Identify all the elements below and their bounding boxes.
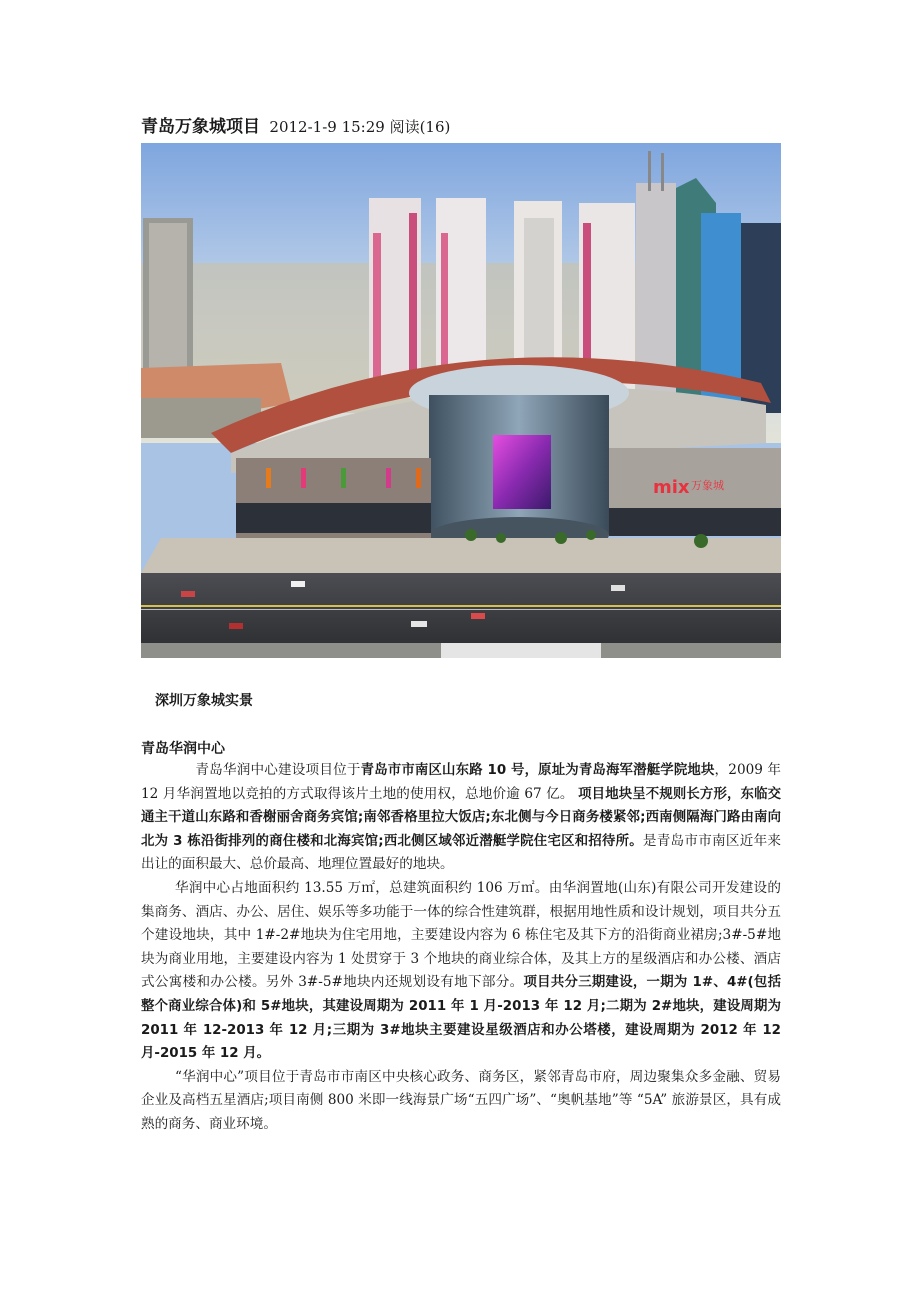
mall-aerial-image bbox=[141, 143, 781, 658]
p2-run-2: 项目共分三期建设，一期为 1#、4#(包括整个商业综合体)和 5#地块，其建设周期为 2011 年 1 月-2013 年 12 月;二期为 2#地块，建设周期为 2011 年 12-2013 年 12 月;三期为 3#地块主要建设星级酒店和办公塔楼，建设周期为 2012 年 12 月-2015 年 12 月。 bbox=[141, 975, 781, 1062]
article-header bbox=[141, 112, 450, 137]
p3-run-1: “华润中心”项目位于青岛市市南区中央核心政务、商务区，紧邻青岛市府，周边聚集众多金融、贸易企业及高档五星酒店;项目南侧 800 米即一线海景广场“五四广场”、“奥帆基地”等 “5A” 旅游景区，具有成熟的商务、商业环境。 bbox=[141, 1068, 781, 1132]
paragraph-2 bbox=[141, 877, 781, 1066]
p1-run-1: 青岛华润中心建设项目位于 bbox=[195, 762, 361, 778]
section-heading: 青岛华润中心 bbox=[141, 741, 225, 757]
svg-text:mix: mix bbox=[653, 477, 690, 498]
paragraph-1 bbox=[141, 759, 781, 877]
p1-run-4: 项目地块呈不规则长方形，东临交通主干道山东路和香榭丽舍商务宾馆;南邻香格里拉大饭店;东北侧与今日商务楼紧邻;西南侧隔海门路由南向北为 3 栋沿街排列的商住楼和北海宾馆;西北侧区域邻近潜艇学院住宅区和招待所。 bbox=[141, 786, 781, 849]
p1-run-2: 青岛市市南区山东路 10 号，原址为青岛海军潜艇学院地块 bbox=[360, 763, 715, 778]
paragraph-3 bbox=[141, 1066, 781, 1137]
article-title: 青岛万象城项目 bbox=[141, 117, 260, 137]
article-meta: 2012-1-9 15:29 阅读(16) bbox=[269, 118, 451, 136]
article-body bbox=[141, 759, 781, 1137]
p1-run-5: 是青岛市市南区近年来出让的面积最大、总价最高、地理位置最好的地块。 bbox=[141, 832, 781, 873]
p2-run-1: 华润中心占地面积约 13.55 万㎡，总建筑面积约 106 万㎡。由华润置地(山东)有限公司开发建设的集商务、酒店、办公、居住、娱乐等多功能于一体的综合性建筑群，根据用地性质和设计规划，项目共分五个建设地块，其中 1#-2#地块为住宅用地，主要建设内容为 6 栋住宅及其下方的沿街商业裙房;3#-5#地块为商业用地，主要建设内容为 1 处贯穿于 3 个地块的商业综合体，及其上方的星级酒店和办公楼、酒店式公寓楼和办公楼。另外 3#-5#地块内还规划设有地下部分。 bbox=[141, 879, 781, 991]
p1-run-3: ，2009 年 12 月华润置地以竞拍的方式取得该片土地的使用权，总地价逾 67 亿。 bbox=[141, 762, 781, 802]
photo-caption: 深圳万象城实景 bbox=[155, 693, 253, 709]
svg-text:万象城: 万象城 bbox=[691, 479, 724, 492]
mall-photo bbox=[141, 143, 781, 658]
